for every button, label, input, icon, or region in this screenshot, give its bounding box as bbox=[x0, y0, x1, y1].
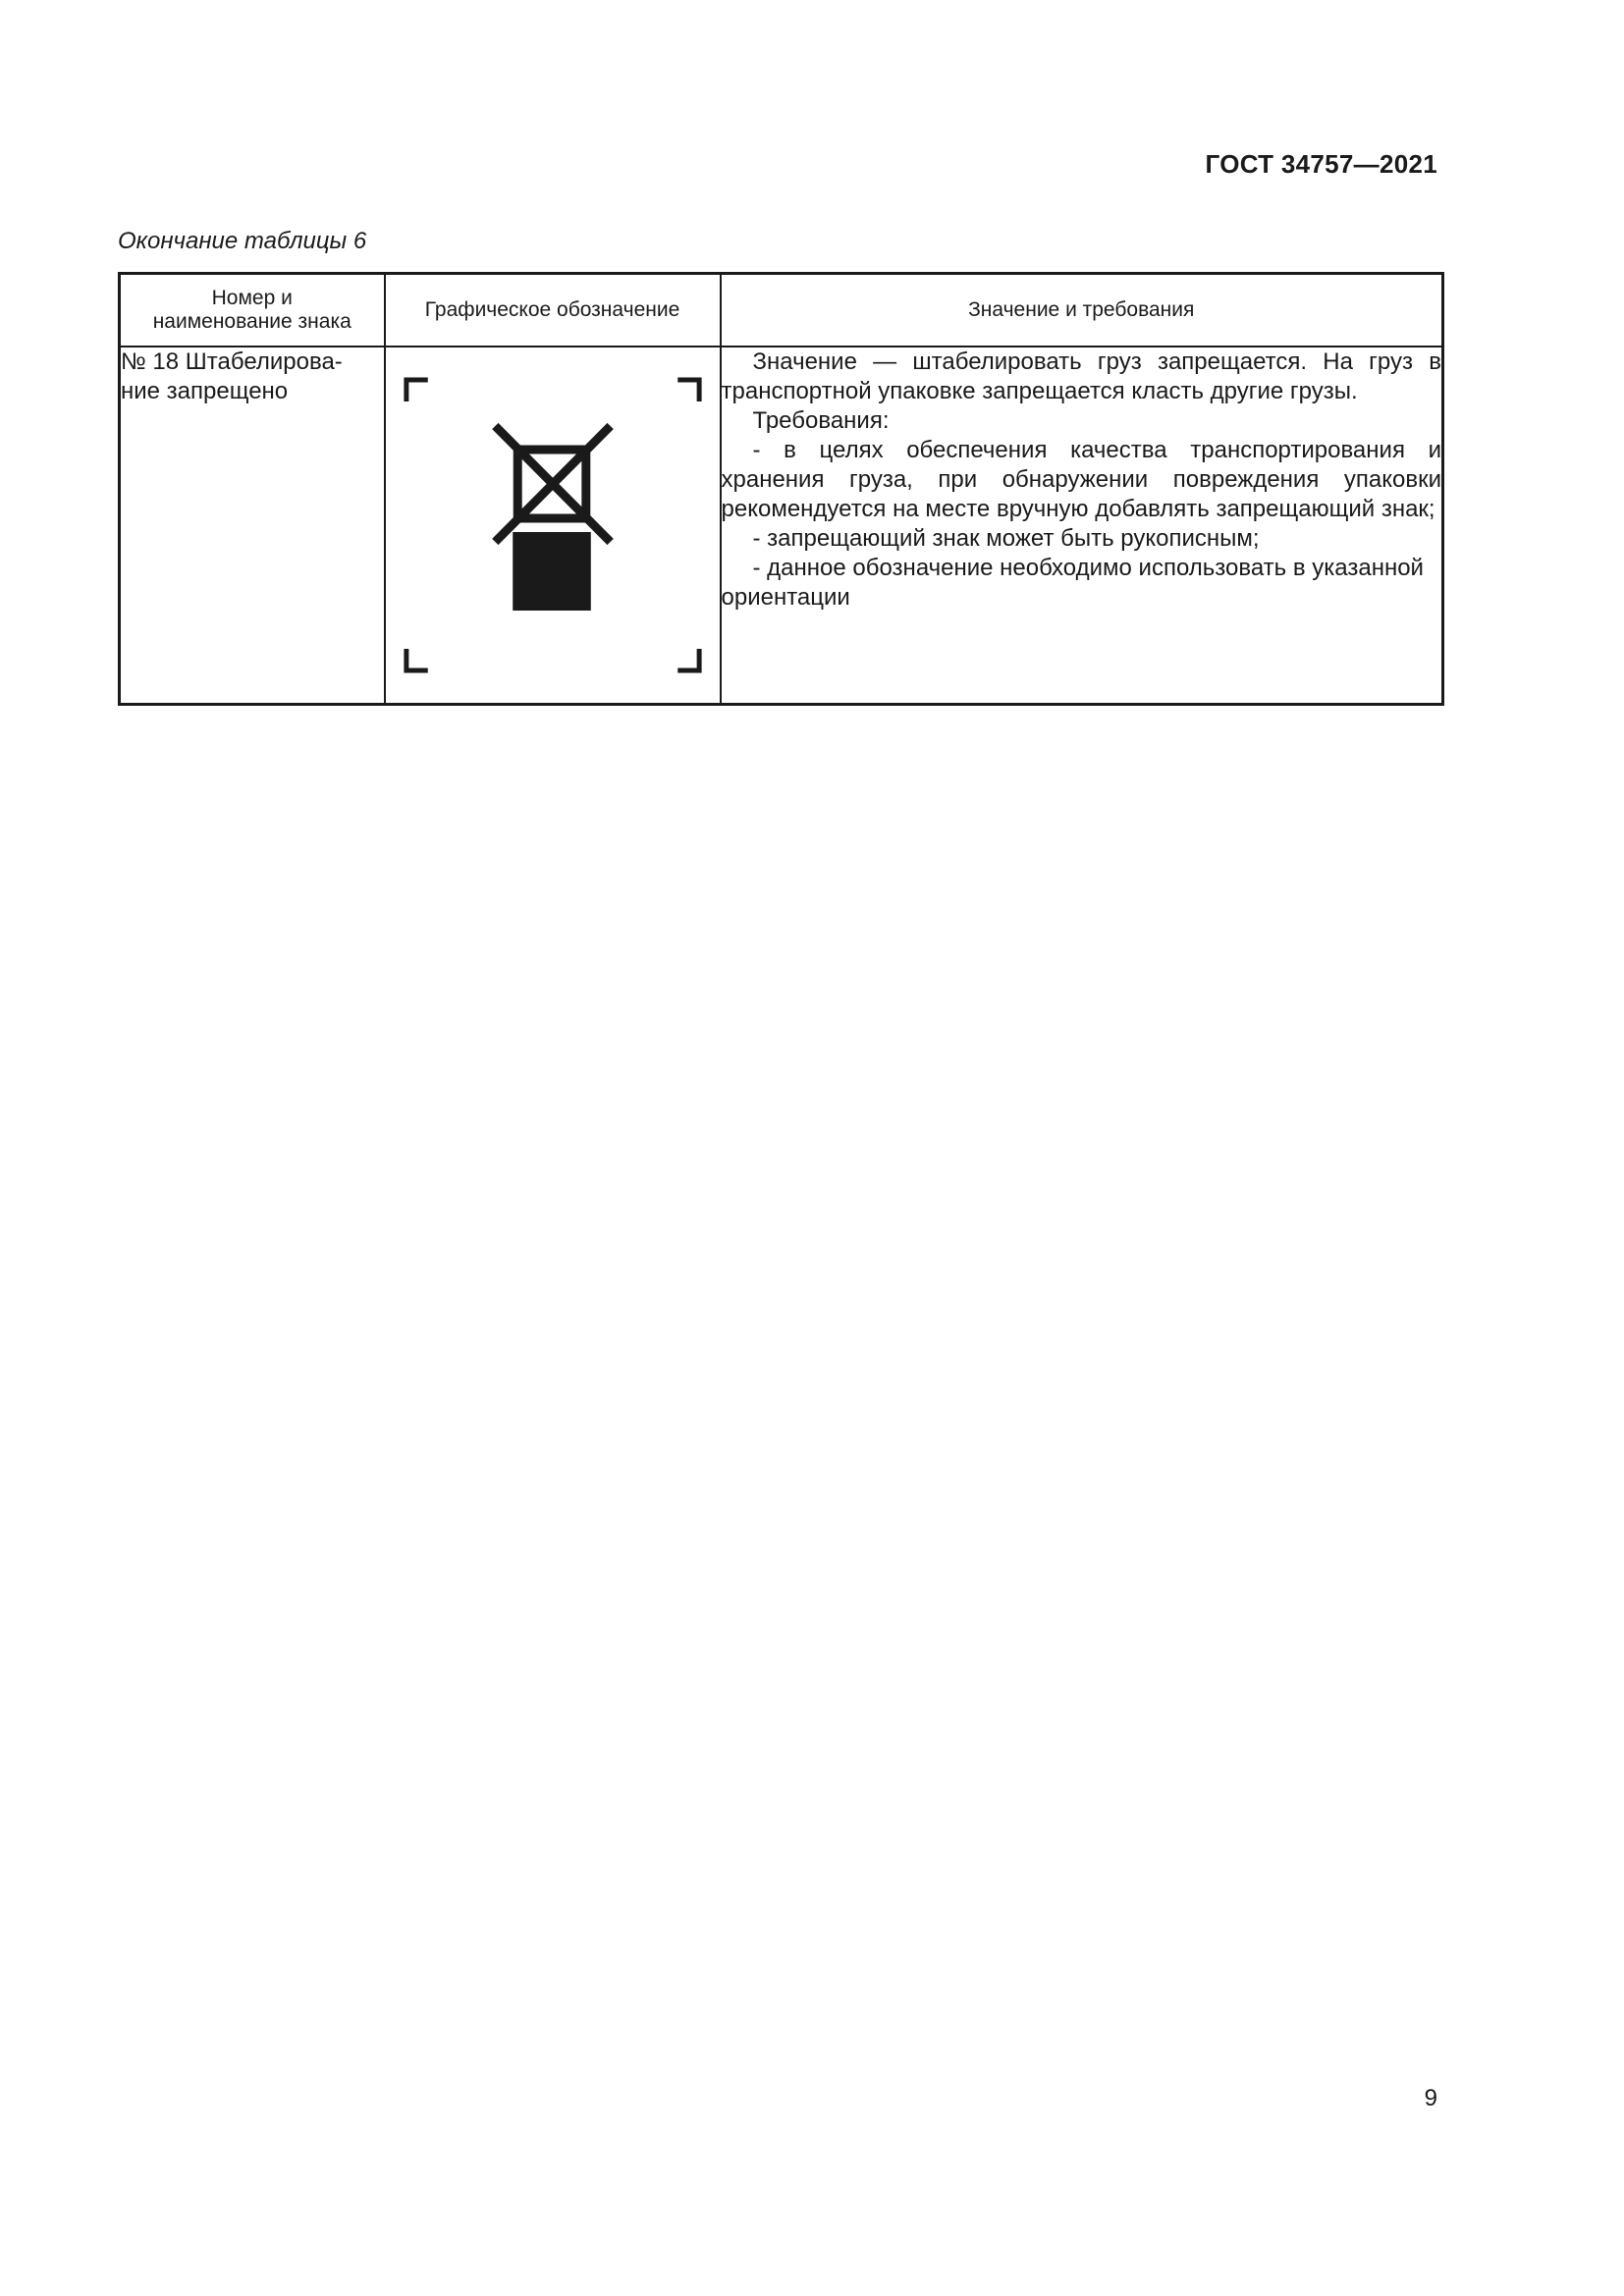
lower-cargo-box bbox=[513, 532, 591, 611]
requirement-item: - запрещающий знак может быть рукописным; bbox=[752, 525, 1260, 552]
standard-designation: ГОСТ 34757—2021 bbox=[1205, 149, 1437, 179]
table-header-row bbox=[120, 274, 1443, 347]
signs-table bbox=[118, 272, 1444, 706]
requirements-heading: Требования: bbox=[752, 407, 890, 434]
column-header-requirements: Значение и требования bbox=[721, 274, 1443, 347]
meaning-text: Значение — штабелировать груз запрещается. На груз в транспортной упаковке запрещается класть другие грузы. bbox=[721, 348, 1441, 404]
column-header-sign-name: Номер и наименование знака bbox=[120, 274, 385, 347]
table-caption: Окончание таблицы 6 bbox=[118, 228, 367, 254]
sign-graphic-cell bbox=[385, 347, 721, 705]
table-row bbox=[120, 347, 1443, 705]
requirement-item: - в целях обеспечения качества транспортирования и хранения груза, при обнаружении повреждения упаковки рекомендуется на месте вручную добавлять запрещающий знак; bbox=[721, 437, 1441, 522]
do-not-stack-icon bbox=[386, 347, 720, 703]
requirement-item: - данное обозначение необходимо использовать в указанной ориентации bbox=[721, 555, 1424, 611]
crop-marks bbox=[406, 380, 698, 670]
page-number: 9 bbox=[1424, 2085, 1437, 2111]
sign-name: № 18 Штабелирова- ние запрещено bbox=[120, 347, 385, 705]
sign-description bbox=[721, 347, 1443, 705]
column-header-graphic: Графическое обозначение bbox=[385, 274, 721, 347]
prohibition-cross bbox=[495, 426, 610, 542]
